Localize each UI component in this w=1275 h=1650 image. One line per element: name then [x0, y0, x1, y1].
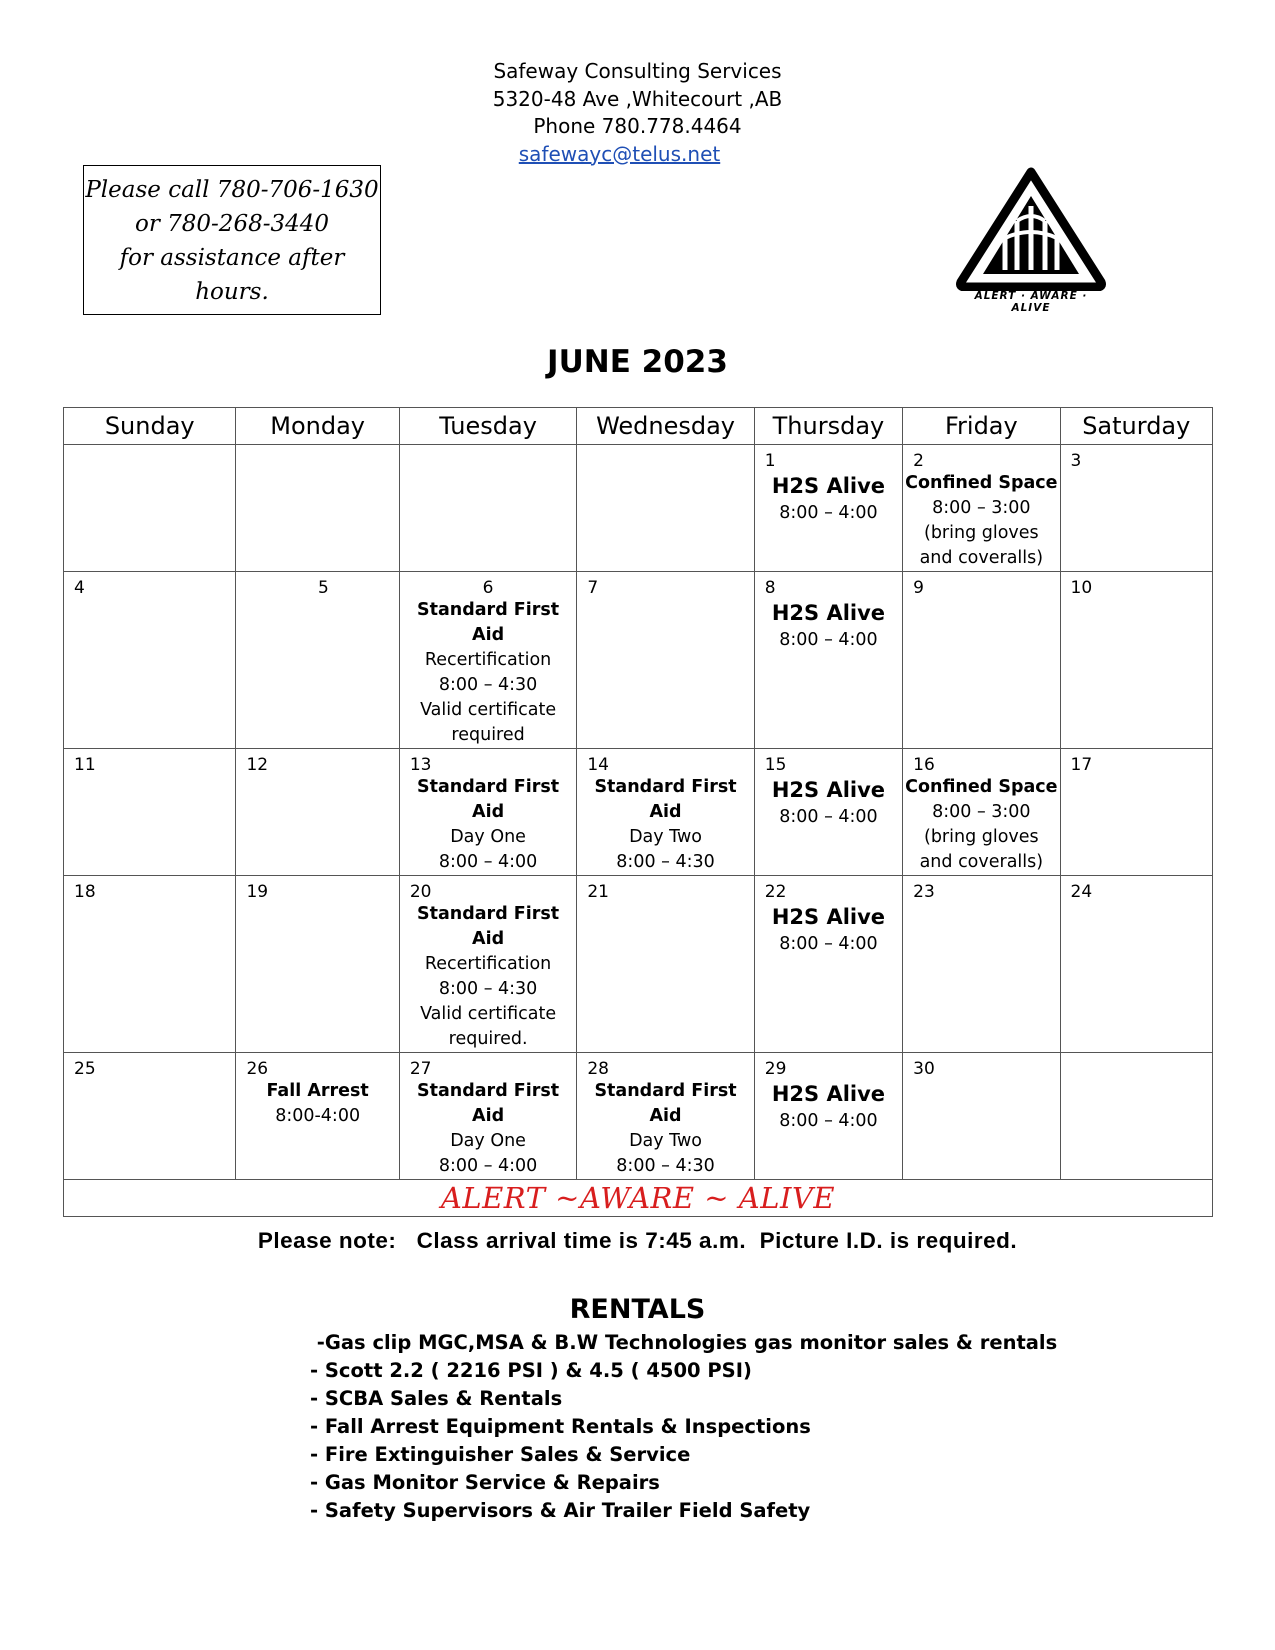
day-number: 8 [764, 578, 776, 598]
course-event [755, 598, 902, 653]
rentals-title: RENTALS [569, 1294, 706, 1325]
course-name: Confined Space [905, 473, 1058, 493]
course-event [400, 598, 576, 748]
course-detail: 8:00 – 4:30 [438, 675, 538, 695]
calendar-day-cell [1060, 749, 1212, 876]
calendar-title: JUNE 2023 [547, 344, 728, 380]
calendar-day-cell [64, 572, 236, 749]
day-number: 9 [913, 578, 924, 598]
company-email-link[interactable]: safewayc@telus.net [518, 141, 721, 166]
calendar-week-row [64, 749, 1213, 876]
day-number: 22 [764, 882, 787, 902]
rental-item: - Gas Monitor Service & Repairs [310, 1471, 660, 1494]
course-name: Standard First Aid [416, 777, 560, 822]
course-detail: Day One [450, 827, 526, 847]
calendar-day-cell [577, 876, 754, 1053]
day-number: 6 [482, 578, 494, 598]
course-name: H2S Alive [771, 474, 886, 498]
course-detail: Day Two [629, 827, 702, 847]
course-name: H2S Alive [771, 905, 886, 929]
course-name: Standard First Aid [594, 1081, 737, 1126]
calendar-day-cell [903, 1053, 1060, 1180]
course-detail: 8:00 – 4:30 [616, 852, 715, 872]
calendar-day-cell [577, 749, 754, 876]
calendar-day-cell [64, 749, 236, 876]
day-number: 10 [1070, 578, 1093, 598]
rental-item: - Scott 2.2 ( 2216 PSI ) & 4.5 ( 4500 PSI) [310, 1359, 752, 1382]
course-detail: 8:00 – 4:30 [616, 1156, 715, 1176]
day-number: 18 [74, 882, 96, 902]
day-number: 2 [913, 451, 924, 471]
company-address: 5320-48 Ave ,Whitecourt ,AB [492, 86, 783, 111]
calendar-day-cell [1060, 572, 1212, 749]
course-name: Fall Arrest [266, 1081, 369, 1101]
calendar-day-cell [754, 876, 902, 1053]
company-name: Safeway Consulting Services [493, 59, 782, 83]
footer-motto: ALERT ~AWARE ~ ALIVE [64, 1180, 1213, 1217]
course-event [755, 775, 902, 830]
course-name: H2S Alive [771, 601, 886, 625]
course-event [236, 1079, 398, 1129]
course-detail: 8:00 – 4:00 [438, 852, 538, 872]
course-detail: 8:00 – 4:00 [779, 1111, 878, 1131]
calendar-day-cell [754, 572, 902, 749]
day-number: 16 [913, 755, 935, 775]
course-detail: 8:00 – 4:00 [779, 807, 878, 827]
day-number: 28 [587, 1059, 609, 1079]
rental-item: - Fall Arrest Equipment Rentals & Inspections [310, 1415, 811, 1438]
course-detail: Day One [450, 1131, 526, 1151]
calendar-day-cell [399, 1053, 576, 1180]
day-number: 4 [74, 578, 85, 598]
calendar-day-cell [577, 1053, 754, 1180]
day-number: 11 [74, 755, 96, 775]
course-detail: and coveralls) [919, 852, 1044, 872]
day-number [400, 445, 576, 451]
day-number: 23 [913, 882, 935, 902]
course-detail: Day Two [629, 1131, 702, 1151]
calendar-day-cell [236, 1053, 399, 1180]
rental-item: - Fire Extinguisher Sales & Service [310, 1443, 691, 1466]
course-detail: 8:00 – 4:00 [779, 934, 878, 954]
course-detail: 8:00 – 4:30 [438, 979, 538, 999]
course-event [755, 1079, 902, 1134]
weekday-saturday: Saturday [1060, 408, 1212, 445]
calendar-day-cell [399, 572, 576, 749]
logo-caption: ALERT · AWARE · ALIVE [974, 290, 1088, 314]
course-event [755, 902, 902, 957]
course-event [400, 902, 576, 1052]
course-detail: Recertification [424, 954, 552, 974]
calendar-week-row [64, 1053, 1213, 1180]
rentals-list [310, 1329, 1110, 1525]
calendar-day-cell [236, 749, 399, 876]
weekday-sunday: Sunday [64, 408, 236, 445]
course-event [400, 1079, 576, 1179]
company-phone: Phone 780.778.4464 [533, 114, 742, 138]
after-hours-line-3: for assistance after hours. [119, 245, 345, 305]
course-detail: Recertification [424, 650, 552, 670]
course-event [903, 775, 1059, 875]
calendar-day-cell [754, 445, 902, 572]
course-detail: 8:00-4:00 [275, 1106, 361, 1126]
after-hours-box [83, 165, 381, 315]
day-number [1061, 1053, 1212, 1059]
calendar-day-cell [236, 876, 399, 1053]
course-name: Standard First Aid [416, 904, 560, 949]
weekday-header-row [64, 408, 1213, 445]
calendar-day-cell [754, 1053, 902, 1180]
calendar-day-cell [399, 445, 576, 572]
rental-item: - SCBA Sales & Rentals [310, 1387, 563, 1410]
calendar-day-cell [903, 572, 1060, 749]
calendar-week-row [64, 445, 1213, 572]
day-number: 1 [764, 451, 776, 471]
calendar-table [63, 407, 1213, 1217]
course-detail: 8:00 – 4:00 [779, 503, 878, 523]
calendar-day-cell [1060, 1053, 1212, 1180]
course-detail: 8:00 – 4:00 [779, 630, 878, 650]
weekday-wednesday: Wednesday [577, 408, 754, 445]
calendar-day-cell [399, 876, 576, 1053]
course-detail: and coveralls) [919, 548, 1044, 568]
day-number: 21 [587, 882, 609, 902]
calendar-day-cell [399, 749, 576, 876]
day-number: 29 [764, 1059, 787, 1079]
course-name: Standard First Aid [416, 1081, 560, 1126]
day-number: 15 [764, 755, 787, 775]
course-detail: Valid certificate [420, 1004, 557, 1024]
calendar-day-cell [577, 572, 754, 749]
calendar-day-cell [236, 572, 399, 749]
course-name: Confined Space [905, 777, 1058, 797]
calendar-day-cell [64, 1053, 236, 1180]
weekday-tuesday: Tuesday [399, 408, 576, 445]
day-number: 30 [913, 1059, 935, 1079]
calendar-day-cell [236, 445, 399, 572]
day-number [236, 445, 398, 451]
calendar-day-cell [903, 749, 1060, 876]
calendar-day-cell [577, 445, 754, 572]
calendar-week-row [64, 876, 1213, 1053]
calendar-day-cell [64, 876, 236, 1053]
company-header [0, 58, 1275, 168]
rental-item: -Gas clip MGC,MSA & B.W Technologies gas monitor sales & rentals [310, 1331, 1058, 1354]
course-event [577, 1079, 753, 1179]
course-name: H2S Alive [771, 1082, 886, 1106]
day-number: 20 [409, 882, 432, 902]
day-number: 26 [246, 1059, 269, 1079]
after-hours-line-2: or 780-268-3440 [134, 211, 330, 237]
day-number: 13 [409, 755, 432, 775]
course-event [400, 775, 576, 875]
day-number: 24 [1070, 882, 1093, 902]
course-name: H2S Alive [771, 778, 886, 802]
course-detail: required [451, 725, 525, 745]
calendar-day-cell [903, 876, 1060, 1053]
course-event [903, 471, 1059, 571]
day-number [577, 445, 753, 451]
day-number: 7 [587, 578, 599, 598]
calendar-week-row [64, 572, 1213, 749]
course-name: Standard First Aid [594, 777, 737, 822]
course-event [577, 775, 753, 875]
day-number [64, 445, 235, 451]
course-event [755, 471, 902, 526]
calendar-day-cell [1060, 445, 1212, 572]
day-number: 5 [318, 578, 329, 598]
day-number: 19 [246, 882, 269, 902]
day-number: 17 [1070, 755, 1093, 775]
after-hours-line-1: Please call 780-706-1630 [85, 177, 379, 203]
course-detail: 8:00 – 3:00 [932, 802, 1031, 822]
day-number: 27 [409, 1059, 432, 1079]
calendar-day-cell [754, 749, 902, 876]
calendar-day-cell [903, 445, 1060, 572]
course-detail: 8:00 – 4:00 [438, 1156, 538, 1176]
day-number: 12 [246, 755, 269, 775]
arrival-note: Please note: Class arrival time is 7:45 a.m. Picture I.D. is required. [257, 1228, 1018, 1253]
day-number: 25 [74, 1059, 96, 1079]
safety-triangle-logo-icon [955, 166, 1107, 306]
course-detail: 8:00 – 3:00 [932, 498, 1031, 518]
course-detail: required. [448, 1029, 528, 1049]
course-detail: Valid certificate [420, 700, 557, 720]
course-detail: (bring gloves [924, 827, 1039, 847]
calendar-day-cell [1060, 876, 1212, 1053]
course-name: Standard First Aid [416, 600, 560, 645]
rental-item: - Safety Supervisors & Air Trailer Field Safety [310, 1499, 811, 1522]
weekday-thursday: Thursday [754, 408, 902, 445]
day-number: 14 [587, 755, 609, 775]
day-number: 3 [1070, 451, 1082, 471]
weekday-monday: Monday [236, 408, 399, 445]
weekday-friday: Friday [903, 408, 1060, 445]
course-detail: (bring gloves [924, 523, 1039, 543]
calendar-day-cell [64, 445, 236, 572]
